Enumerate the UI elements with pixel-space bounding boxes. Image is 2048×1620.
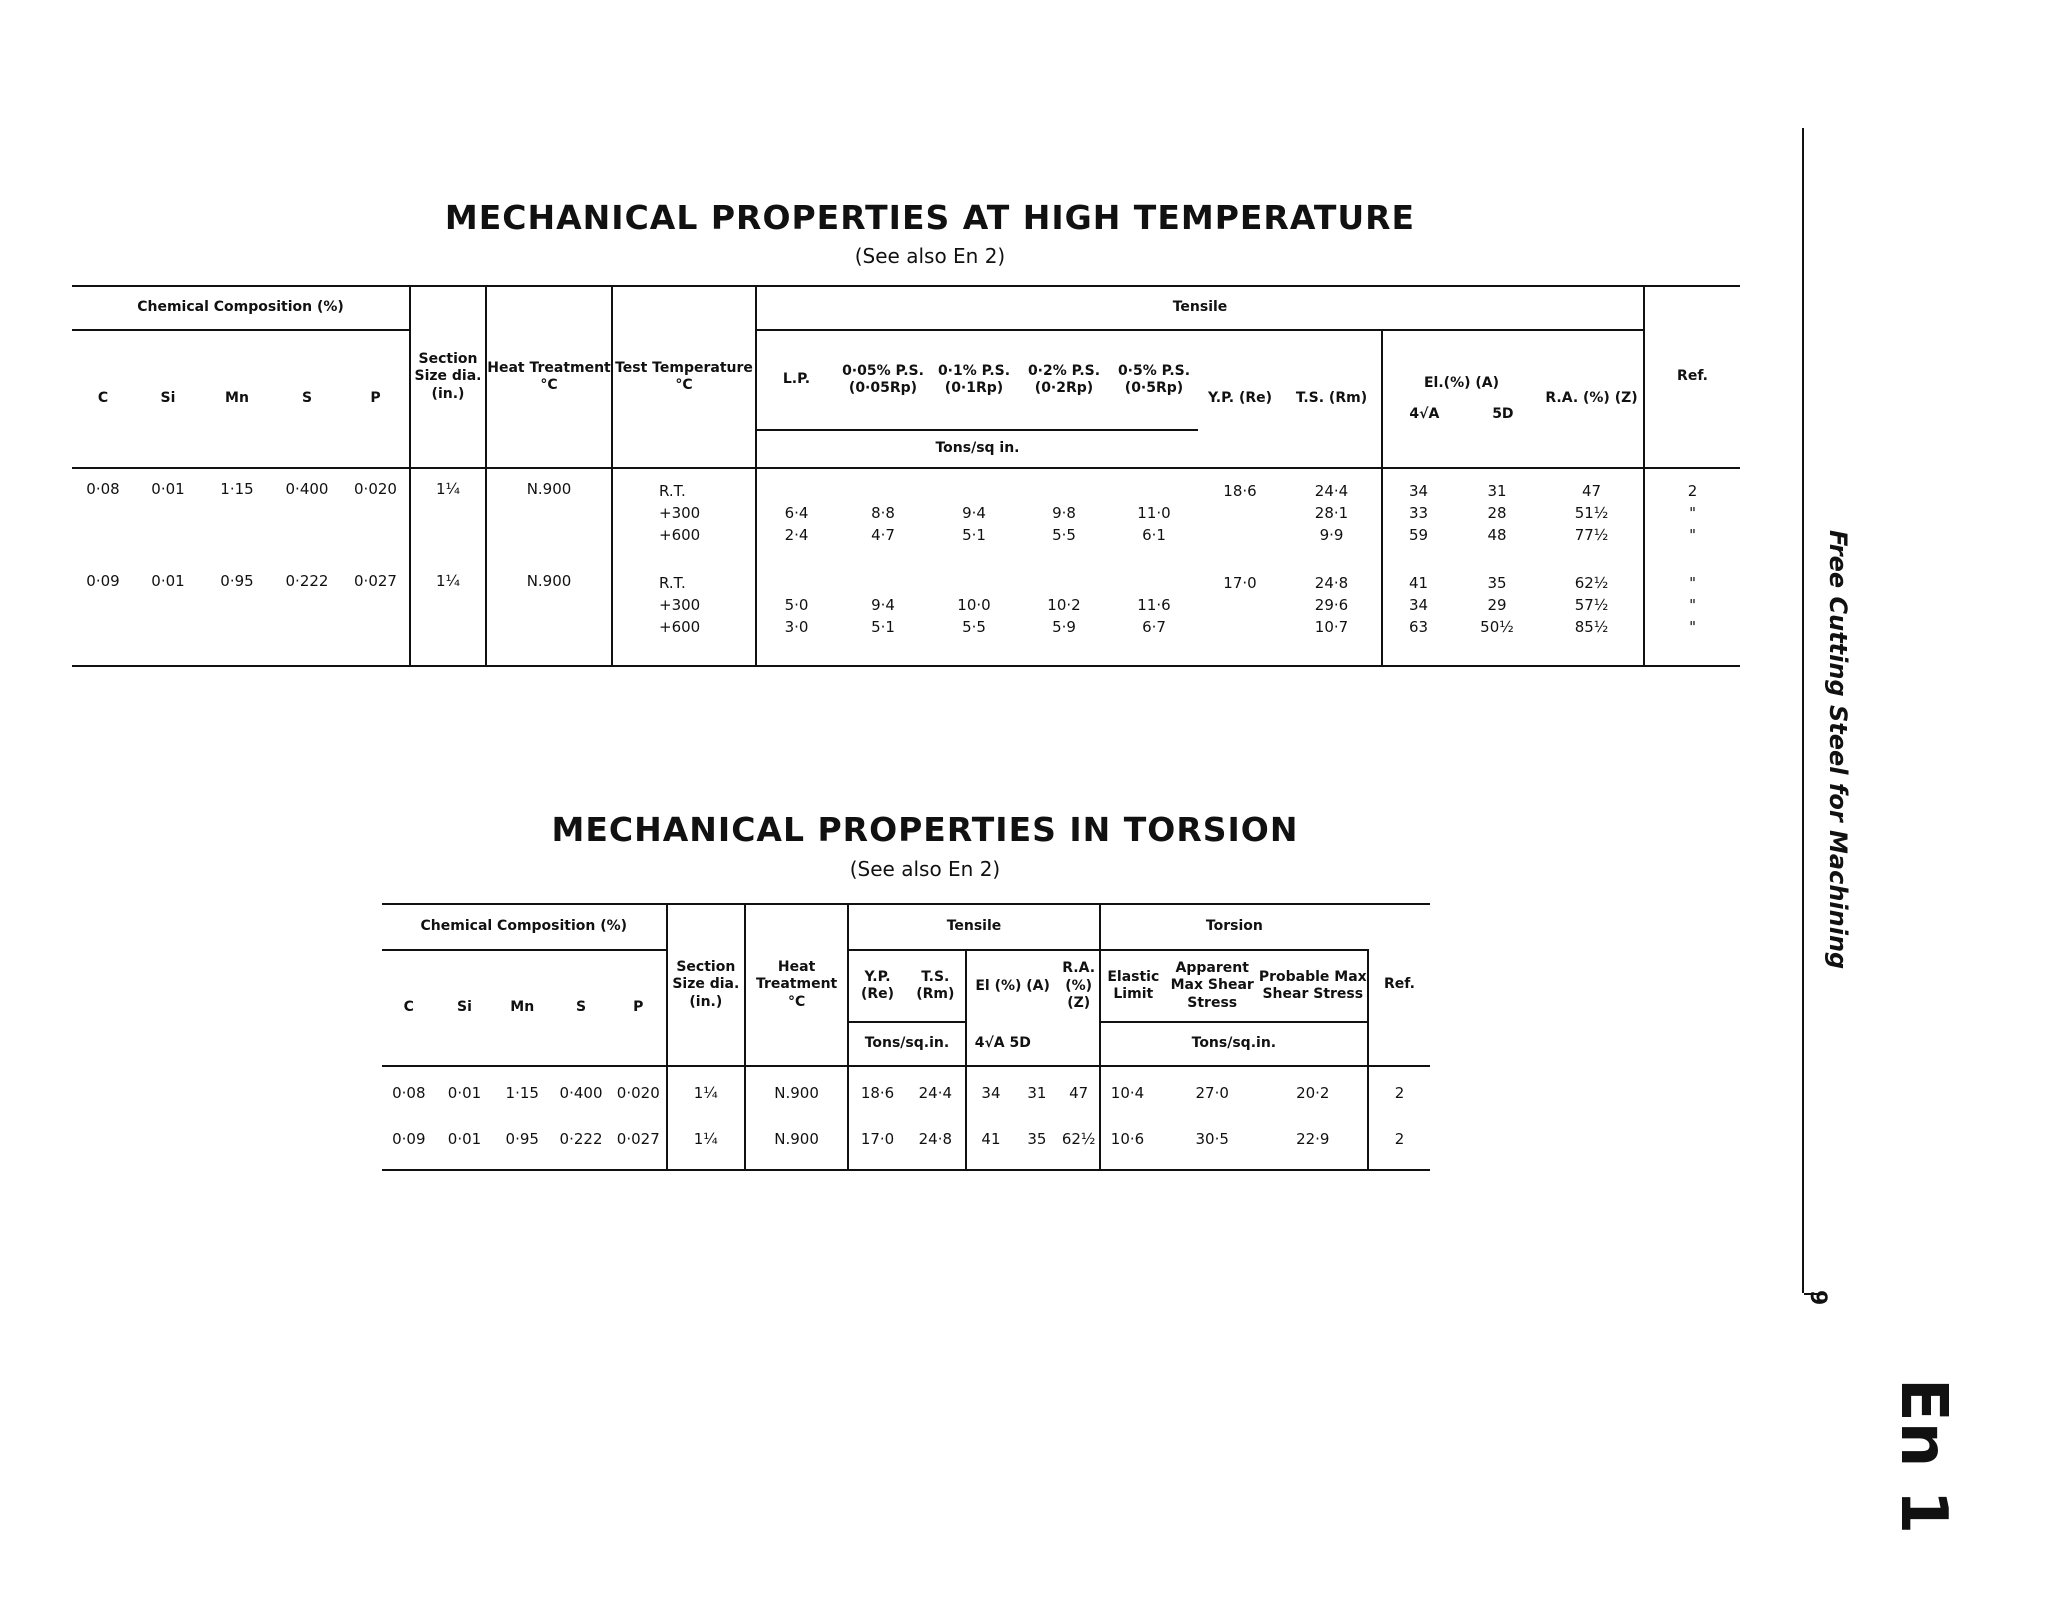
section-marker: En 1 [1886, 1378, 1960, 1535]
ht-yp-header: Y.P. (Re) [1207, 390, 1273, 407]
ht-cell-value: 50½ [1480, 618, 1514, 636]
tor-cell-elastic: 10·6 [1100, 1116, 1166, 1162]
ht-cell-ps02 [1018, 472, 1110, 564]
tor-cell-ra: 47 [1069, 1083, 1089, 1102]
ht-subtitle: (See also En 2) [854, 244, 1006, 268]
ht-cell-value: 5·5 [962, 618, 986, 636]
ht-cell-value: " [1689, 504, 1696, 522]
ht-cell-value: +600 [659, 618, 701, 636]
tor-heat-header: Heat Treatment °C [745, 904, 848, 1066]
tor-el-header: El (%) (A) [975, 977, 1050, 994]
ht-cell-value: 63 [1408, 618, 1429, 636]
ht-cell-heat: N.900 [486, 472, 612, 564]
ht-cell-ps005 [836, 564, 930, 660]
tor-cell-c: 0·09 [392, 1129, 426, 1148]
ht-p-header: P [370, 390, 381, 407]
ht-cell-value [1110, 480, 1198, 502]
ht-cell-el4a [1382, 472, 1454, 564]
ht-el-label: El.(%) (A) [1423, 374, 1499, 391]
ht-tensile-header: Tensile [756, 286, 1644, 330]
tor-yp-header: Y.P. (Re) [848, 950, 906, 1022]
ht-test-temp-header: Test Temperature °C [612, 286, 756, 468]
ht-cell-value: +300 [659, 504, 701, 522]
tor-c-header: C [403, 999, 414, 1016]
ht-table [72, 285, 1740, 667]
ht-cell-value: 10·0 [957, 596, 991, 614]
ht-cell-value: " [1689, 618, 1696, 636]
ht-cell-value: " [1689, 574, 1696, 592]
tor-s-header: S [575, 999, 587, 1016]
tor-cell-si: 0·01 [447, 1129, 482, 1148]
tor-ref-header: Ref. [1368, 904, 1430, 1066]
ht-cell-temp [612, 564, 756, 660]
ht-cell-value: 18·6 [1223, 482, 1257, 500]
ht-cell-value: 10·2 [1047, 596, 1081, 614]
tor-cell-s: 0·400 [559, 1083, 603, 1102]
ht-cell-ps01 [930, 564, 1018, 660]
tor-cell-probable: 22·9 [1296, 1129, 1330, 1148]
ht-si-header: Si [160, 390, 176, 407]
ht-cell-el5d [1454, 472, 1540, 564]
tor-units-1: Tons/sq.in. [848, 1022, 966, 1066]
ht-cell-value: 24·8 [1314, 574, 1349, 592]
ht-cell-value: 9·4 [871, 596, 895, 614]
ht-cell-value: 35 [1487, 574, 1507, 592]
ht-cell-value: 11·0 [1137, 504, 1171, 522]
tor-probable-header: Probable Max Shear Stress [1259, 950, 1368, 1022]
ht-cell-s: 0·400 [285, 480, 329, 498]
tor-cell-ref: 2 [1368, 1116, 1430, 1162]
tor-cell-mn: 1·15 [505, 1083, 539, 1102]
ht-cell-ts [1282, 472, 1382, 564]
ht-cell-value: 10·7 [1314, 618, 1349, 636]
tor-el-sub-header: 4√A 5D [974, 1034, 1031, 1051]
tor-cell-ref: 2 [1368, 1070, 1430, 1116]
tor-subtitle: (See also En 2) [849, 857, 1001, 881]
tor-cell-el4a: 41 [966, 1116, 1016, 1162]
ht-cell-value: 17·0 [1223, 574, 1257, 592]
ht-cell-lp [756, 472, 836, 564]
ht-cell-value: 6·7 [1142, 618, 1166, 636]
ht-ps005-header: 0·05% P.S. (0·05Rp) [836, 330, 930, 430]
ht-cell-ps005 [836, 472, 930, 564]
ht-cell-value: 57½ [1574, 596, 1609, 614]
tor-cell-s: 0·222 [559, 1129, 603, 1148]
ht-cell-value: 9·8 [1052, 504, 1076, 522]
ht-cell-value [930, 572, 1018, 594]
tor-elastic-header: Elastic Limit [1100, 950, 1166, 1022]
tor-cell-p: 0·020 [616, 1083, 660, 1102]
ht-cell-value: 47 [1581, 482, 1602, 500]
ht-cell-value [757, 480, 836, 502]
ht-ref-header: Ref. [1644, 286, 1740, 468]
ht-mn-header: Mn [225, 390, 249, 407]
ht-ts-header: T.S. (Rm) [1295, 390, 1368, 407]
ht-cell-value: 5·0 [784, 596, 809, 614]
ht-cell-value [1110, 572, 1198, 594]
tor-units-2: Tons/sq.in. [1100, 1022, 1368, 1066]
ht-cell-temp [612, 472, 756, 564]
ht-cell-value [1198, 616, 1282, 638]
tor-torsion-header: Torsion [1100, 904, 1368, 950]
ht-cell-yp [1198, 564, 1282, 660]
ht-cell-value: 2·4 [784, 526, 809, 544]
ht-cell-value: 33 [1408, 504, 1429, 522]
tor-cell-section: 1¼ [667, 1116, 745, 1162]
ht-chem-header: Chemical Composition (%) [72, 286, 410, 330]
ht-cell-section: 1¼ [410, 564, 486, 660]
ht-cell-si: 0·01 [151, 572, 185, 590]
ht-cell-value [1018, 480, 1110, 502]
ht-el-header [1382, 330, 1540, 468]
ht-cell-value [1198, 594, 1282, 616]
ht-c-header: C [97, 390, 109, 407]
ht-lp-header: L.P. [756, 330, 836, 430]
ht-cell-section: 1¼ [410, 472, 486, 564]
tor-cell-el5d: 35 [1027, 1129, 1047, 1148]
ht-cell-value: 59 [1408, 526, 1429, 544]
tor-cell-ts: 24·8 [918, 1129, 953, 1148]
ht-cell-value: 5·5 [1052, 526, 1076, 544]
ht-cell-ref [1644, 564, 1740, 660]
tor-ra-header: R.A. (%) (Z) [1062, 960, 1096, 1012]
tor-cell-c: 0·08 [392, 1083, 426, 1102]
ht-cell-c: 0·08 [86, 480, 120, 498]
ht-cell-value: 29 [1487, 596, 1507, 614]
ht-cell-value: 4·7 [871, 526, 895, 544]
ht-cell-value: 5·1 [962, 526, 986, 544]
ht-section-header: Section Size dia. (in.) [410, 286, 486, 468]
tor-cell-el4a: 34 [966, 1070, 1016, 1116]
ht-cell-value: 9·4 [962, 504, 986, 522]
tor-cell-apparent: 30·5 [1195, 1129, 1229, 1148]
ht-cell-c: 0·09 [86, 572, 120, 590]
tor-cell-heat: N.900 [745, 1070, 848, 1116]
ht-table-row [72, 472, 1740, 564]
ht-cell-heat: N.900 [486, 564, 612, 660]
ht-cell-value: 24·4 [1314, 482, 1349, 500]
ht-cell-value: 6·1 [1142, 526, 1166, 544]
tor-table [382, 903, 1430, 1171]
ht-cell-ref [1644, 472, 1740, 564]
ht-cell-value: 11·6 [1137, 596, 1171, 614]
ht-cell-mn: 0·95 [220, 572, 254, 590]
tor-apparent-header: Apparent Max Shear Stress [1170, 959, 1254, 1011]
tor-cell-heat: N.900 [745, 1116, 848, 1162]
ht-cell-ps05 [1110, 472, 1198, 564]
tor-table-row [382, 1070, 1430, 1116]
ht-ps05-header: 0·5% P.S. (0·5Rp) [1110, 330, 1198, 430]
ht-cell-ps02 [1018, 564, 1110, 660]
tor-tensile-header: Tensile [848, 904, 1100, 950]
ht-cell-value [1198, 502, 1282, 524]
ht-cell-p: 0·020 [354, 480, 397, 498]
tor-cell-ra: 62½ [1061, 1129, 1096, 1148]
ht-cell-value: 8·8 [871, 504, 895, 522]
ht-cell-ps01 [930, 472, 1018, 564]
ht-cell-el5d [1454, 564, 1540, 660]
tor-ts-header: T.S. (Rm) [906, 950, 966, 1022]
tor-cell-mn: 0·95 [505, 1129, 539, 1148]
ht-cell-si: 0·01 [151, 480, 185, 498]
ht-cell-ra [1540, 564, 1644, 660]
ht-cell-value [836, 572, 930, 594]
ht-cell-value: " [1689, 596, 1696, 614]
ht-heat-header: Heat Treatment °C [486, 286, 612, 468]
ht-cell-value: 41 [1408, 574, 1429, 592]
ht-cell-value: 5·1 [871, 618, 895, 636]
ht-cell-p: 0·027 [354, 572, 397, 590]
ht-cell-value [1018, 572, 1110, 594]
ht-table-row [72, 564, 1740, 660]
tor-si-header: Si [457, 999, 472, 1016]
ht-cell-lp [756, 564, 836, 660]
ht-cell-value [836, 480, 930, 502]
ht-cell-value: 3·0 [784, 618, 809, 636]
ht-cell-value: 28·1 [1314, 504, 1349, 522]
ht-ra-header: R.A. (%) (Z) [1545, 390, 1638, 407]
tor-cell-section: 1¼ [667, 1070, 745, 1116]
tor-chem-header: Chemical Composition (%) [382, 904, 667, 950]
tor-p-header: P [633, 999, 644, 1016]
ht-cell-value: 85½ [1574, 618, 1609, 636]
ht-cell-value: 31 [1487, 482, 1507, 500]
ht-cell-value [757, 572, 836, 594]
tor-cell-yp: 17·0 [848, 1116, 906, 1162]
ht-cell-value: " [1689, 526, 1696, 544]
ht-cell-value: +600 [659, 526, 701, 544]
tor-title: MECHANICAL PROPERTIES IN TORSION [551, 810, 1299, 849]
ht-cell-value: +300 [659, 596, 701, 614]
margin-rule [1802, 128, 1804, 1293]
ht-cell-value: R.T. [659, 482, 686, 500]
ht-cell-value: 62½ [1574, 574, 1609, 592]
ht-ps02-header: 0·2% P.S. (0·2Rp) [1018, 330, 1110, 430]
tor-cell-si: 0·01 [447, 1083, 482, 1102]
ht-cell-value: 29·6 [1314, 596, 1349, 614]
tor-cell-el5d: 31 [1027, 1083, 1047, 1102]
tor-cell-yp: 18·6 [848, 1070, 906, 1116]
ht-s-header: S [301, 390, 313, 407]
ht-cell-value: 34 [1408, 482, 1429, 500]
running-title: Free Cutting Steel for Machining [1824, 530, 1852, 970]
tor-table-row [382, 1116, 1430, 1162]
ht-cell-s: 0·222 [285, 572, 329, 590]
ht-title: MECHANICAL PROPERTIES AT HIGH TEMPERATURE [444, 198, 1416, 237]
ht-cell-value: 51½ [1574, 504, 1609, 522]
ht-cell-ps05 [1110, 564, 1198, 660]
ht-cell-ts [1282, 564, 1382, 660]
ht-cell-value: 2 [1687, 482, 1698, 500]
ht-el-5d-header: 5D [1492, 406, 1514, 422]
tor-mn-header: Mn [510, 999, 535, 1016]
ht-cell-mn: 1·15 [220, 480, 254, 498]
tor-cell-ts: 24·4 [918, 1083, 953, 1102]
ht-el-4a-header: 4√A [1409, 406, 1440, 422]
ht-units: Tons/sq in. [756, 430, 1198, 468]
ht-ps01-header: 0·1% P.S. (0·1Rp) [930, 330, 1018, 430]
ht-cell-value: 6·4 [784, 504, 809, 522]
tor-cell-elastic: 10·4 [1100, 1070, 1166, 1116]
tor-cell-p: 0·027 [616, 1129, 660, 1148]
tor-cell-apparent: 27·0 [1195, 1083, 1229, 1102]
ht-cell-value: 34 [1408, 596, 1429, 614]
ht-cell-value: R.T. [659, 574, 686, 592]
ht-cell-value: 5·9 [1052, 618, 1076, 636]
ht-cell-value: 9·9 [1319, 526, 1344, 544]
ht-cell-yp [1198, 472, 1282, 564]
ht-cell-ra [1540, 472, 1644, 564]
ht-cell-value: 48 [1487, 526, 1507, 544]
ht-cell-value: 77½ [1574, 526, 1609, 544]
ht-cell-el4a [1382, 564, 1454, 660]
tor-cell-probable: 20·2 [1296, 1083, 1330, 1102]
ht-cell-value [930, 480, 1018, 502]
ht-cell-value [1198, 524, 1282, 546]
tor-section-header: Section Size dia. (in.) [667, 904, 745, 1066]
ht-cell-value: 28 [1487, 504, 1507, 522]
page-number: 9 [1805, 1290, 1830, 1306]
